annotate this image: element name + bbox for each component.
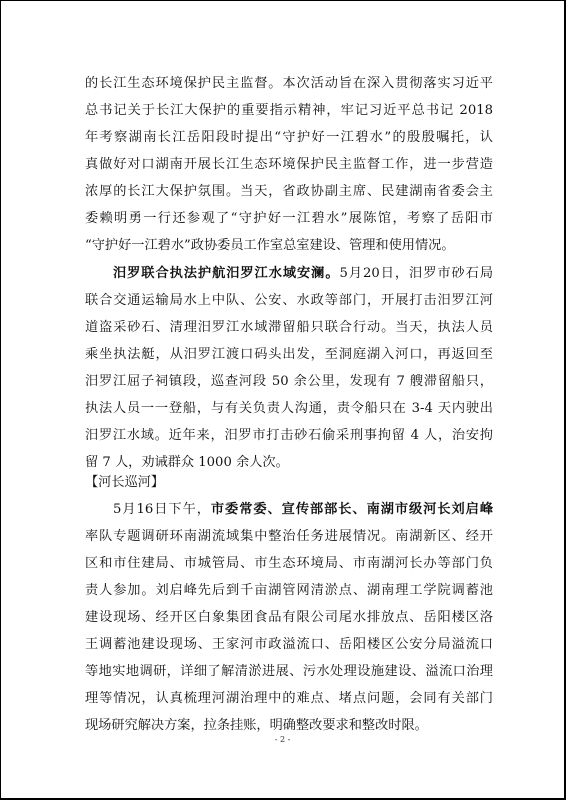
paragraph-line: 现场研究解决方案，拉条挂账，明确整改要求和整改时限。 <box>85 718 428 733</box>
section-title: 【河长巡河】 <box>85 475 165 490</box>
paragraph-heading: 市委常委、宣传部部长、南湖市级河长刘启峰 <box>210 502 494 517</box>
paragraph-line: 责人参加。刘启峰先后到千亩湖管网清淤点、湖南理工学院调蓄池 <box>85 583 493 598</box>
paragraph-line: 留 7 人，劝诫群众 1000 余人次。 <box>85 455 289 470</box>
paragraph-line: “守护好一江碧水”政协委员工作室总室建设、管理和使用情况。 <box>85 238 455 253</box>
paragraph-line: 汨罗江屈子祠镇段，巡查河段 50 余公里，发现有 7 艘滞留船只， <box>85 374 493 389</box>
paragraph-line: 建设现场、经开区白象集团食品有限公司尾水排放点、岳阳楼区洛 <box>85 610 493 625</box>
paragraph-line: 汨罗江水域。近年来，汨罗市打击砂石偷采刑事拘留 4 人，治安拘 <box>85 428 493 443</box>
paragraph-line: 的长江生态环境保护民主监督。本次活动旨在深入贯彻落实习近平 <box>85 76 493 91</box>
paragraph-line: 等地实地调研，详细了解清淤进展、污水处理设施建设、溢流口治理 <box>85 664 493 679</box>
paragraph-line: 委赖明勇一行还参观了“守护好一江碧水”展陈馆，考察了岳阳市 <box>85 211 493 226</box>
paragraph-text: 5月16日下午， <box>113 502 211 517</box>
paragraph-line: 真做好对口湖南开展长江生态环境保护民主监督工作，进一步营造 <box>85 157 493 172</box>
paragraph-line: 联合交通运输局水上中队、公安、水政等部门，开展打击汨罗江河 <box>85 293 493 308</box>
paragraph-text: 5月20日，汨罗市砂石局 <box>339 266 494 281</box>
paragraph-line: 率队专题调研环南湖流域集中整治任务进展情况。南湖新区、经开 <box>85 529 493 544</box>
paragraph-line: 理等情况，认真梳理河湖治理中的难点、堵点问题，会同有关部门 <box>85 691 493 706</box>
paragraph-line: 王调蓄池建设现场、王家河市政溢流口、岳阳楼区公安分局溢流口 <box>85 637 493 652</box>
paragraph-heading: 汨罗联合执法护航汨罗江水域安澜。 <box>113 266 340 281</box>
paragraph-line: 乘坐执法艇，从汨罗江渡口码头出发，至洞庭湖入河口，再返回至 <box>85 347 493 362</box>
paragraph-line: 浓厚的长江大保护氛围。当天，省政协副主席、民建湖南省委会主 <box>85 184 493 199</box>
paragraph-line: 执法人员一一登船，与有关负责人沟通，责令船只在 3-4 天内驶出 <box>85 401 493 416</box>
paragraph-first-line <box>113 497 493 523</box>
page-number: - 2 - <box>274 735 291 744</box>
paragraph-line: 道盗采砂石、清理汨罗江水域滞留船只联合行动。当天，执法人员 <box>85 320 493 335</box>
paragraph-line: 年考察湖南长江岳阳段时提出“守护好一江碧水”的殷殷嘱托，认 <box>85 130 493 145</box>
paragraph-line: 区和市住建局、市城管局、市生态环境局、市南湖河长办等部门负 <box>85 556 493 571</box>
paragraph-first-line <box>113 261 493 287</box>
paragraph-line: 总书记关于长江大保护的重要指示精神，牢记习近平总书记 2018 <box>85 103 493 118</box>
